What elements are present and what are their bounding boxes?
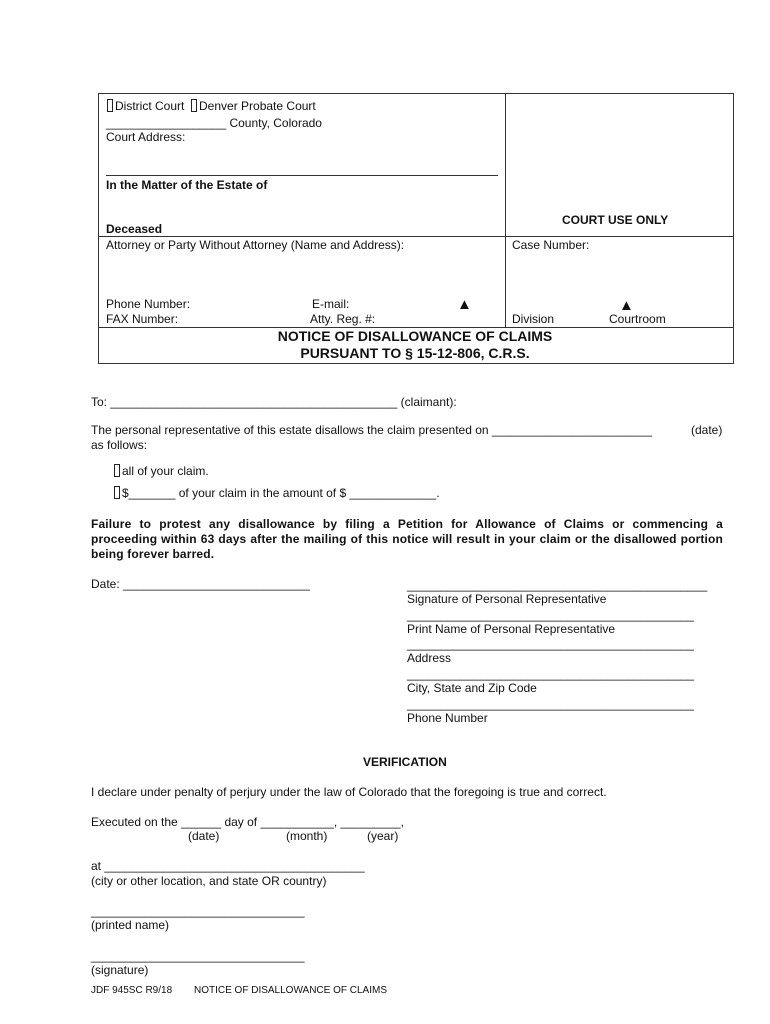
deceased-label: Deceased — [106, 222, 163, 236]
fax-label: FAX Number: — [106, 312, 179, 326]
date-line[interactable]: Date: ____________________________ — [91, 577, 310, 591]
claim-date-label: (date) — [691, 423, 723, 437]
executed-year-caption: (year) — [367, 829, 399, 843]
verification-heading: VERIFICATION — [363, 755, 447, 769]
form-title-line1: NOTICE OF DISALLOWANCE OF CLAIMS — [277, 328, 553, 344]
district-court-checkbox[interactable] — [107, 99, 113, 112]
executed-date-caption: (date) — [188, 829, 220, 843]
warning-paragraph: Failure to protest any disallowance by filing a Petition for Allowance of Claims or commencing a proceeding within 63 days after the mailing of this notice will result in your claim or the disallowed portion being forever barred. — [91, 517, 723, 561]
city-state-zip-line[interactable]: ___________________________________________ — [407, 667, 694, 681]
attorney-label: Attorney or Party Without Attorney (Name and Address): — [106, 238, 405, 252]
executed-on-line[interactable]: Executed on the ______ day of ___________, _________, — [91, 815, 404, 829]
address-label: Address — [407, 651, 452, 665]
triangle-icon: ▲ — [457, 296, 472, 313]
partial-claim-label: $_______ of your claim in the amount of $ _____________. — [122, 486, 440, 500]
courtroom-label: Courtroom — [609, 312, 666, 326]
estate-name-line — [106, 175, 498, 176]
court-selection — [107, 99, 316, 113]
printed-name-caption: (printed name) — [91, 918, 170, 932]
atty-reg-label: Atty. Reg. #: — [310, 312, 376, 326]
case-number-label: Case Number: — [512, 238, 590, 252]
footer-form-id: JDF 945SC R9/18 — [91, 985, 173, 996]
city-state-zip-label: City, State and Zip Code — [407, 681, 537, 695]
verification-declaration: I declare under penalty of perjury under the law of Colorado that the foregoing is true and correct. — [91, 785, 607, 799]
district-court-label: District Court — [115, 99, 185, 113]
location-caption: (city or other location, and state OR country) — [91, 874, 327, 888]
option-all-claim — [114, 464, 209, 478]
phone-label: Phone Number: — [106, 297, 191, 311]
address-line[interactable]: ___________________________________________ — [407, 637, 694, 651]
disallow-statement: The personal representative of this estate disallows the claim presented on ________________________ — [91, 423, 653, 437]
form-title-line2: PURSUANT TO § 15-12-806, C.R.S. — [300, 345, 530, 361]
option-partial-claim — [114, 486, 440, 500]
phone-number-line[interactable]: ___________________________________________ — [407, 697, 694, 711]
probate-court-label: Denver Probate Court — [199, 99, 316, 113]
caption-column-divider — [505, 93, 506, 327]
phone-number-label: Phone Number — [407, 711, 488, 725]
executed-month-caption: (month) — [286, 829, 328, 843]
all-claim-checkbox[interactable] — [114, 464, 120, 477]
all-claim-label: all of your claim. — [122, 464, 209, 478]
partial-claim-checkbox[interactable] — [114, 486, 120, 499]
print-name-label: Print Name of Personal Representative — [407, 622, 616, 636]
print-name-line[interactable]: ___________________________________________ — [407, 608, 694, 622]
division-label: Division — [512, 312, 555, 326]
county-line[interactable]: __________________ County, Colorado — [106, 116, 322, 130]
triangle-icon: ▲ — [619, 297, 634, 314]
estate-matter-label: In the Matter of the Estate of — [106, 178, 268, 192]
verification-signature-line[interactable]: ________________________________ — [91, 949, 305, 963]
location-line[interactable]: at _______________________________________ — [91, 859, 365, 873]
claimant-line[interactable]: To: ___________________________________________ (claimant): — [91, 395, 457, 409]
email-label: E-mail: — [312, 297, 350, 311]
footer-form-title: NOTICE OF DISALLOWANCE OF CLAIMS — [194, 985, 387, 996]
printed-name-line[interactable]: ________________________________ — [91, 904, 305, 918]
court-use-only-label: COURT USE ONLY — [562, 213, 669, 227]
verification-signature-caption: (signature) — [91, 963, 149, 977]
signature-line[interactable]: _____________________________________________ — [407, 578, 708, 592]
signature-label: Signature of Personal Representative — [407, 592, 607, 606]
as-follows-label: as follows: — [91, 438, 148, 452]
court-address-label: Court Address: — [106, 130, 186, 144]
caption-row-divider — [98, 236, 733, 237]
probate-court-checkbox[interactable] — [191, 99, 197, 112]
